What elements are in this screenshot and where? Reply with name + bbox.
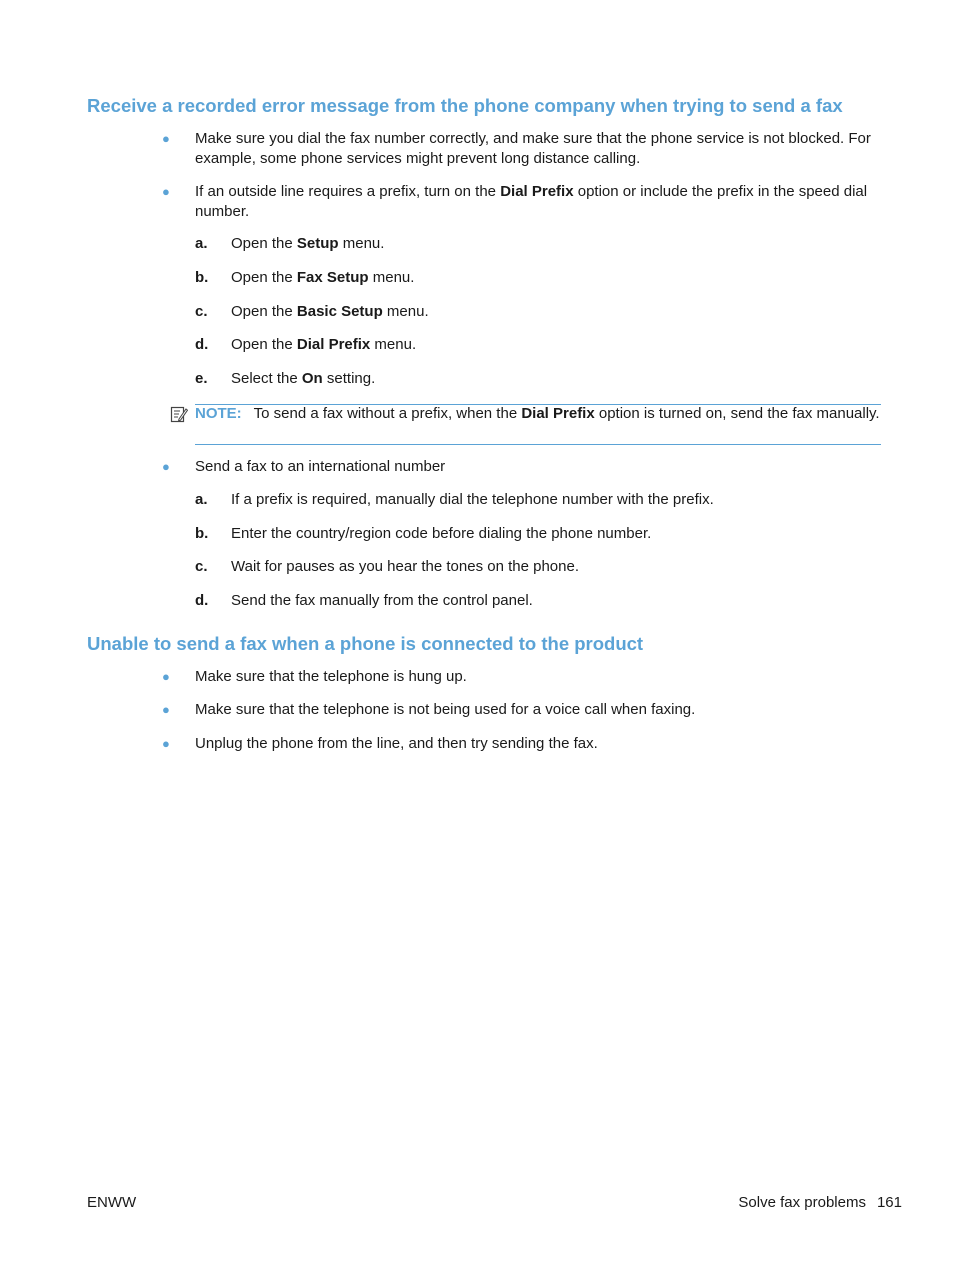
list-item: Make sure you dial the fax number correctly, and make sure that the phone service is not blocked. For example, some phone services might prevent long distance calling. [195,130,871,167]
step-label: d. [195,336,209,353]
list-item: If an outside line requires a prefix, turn on the Dial Prefix option or include the prefix in the speed dial number. [195,183,868,220]
list-item: Make sure that the telephone is not being used for a voice call when faxing. [195,701,696,718]
note-label: NOTE: [195,405,242,422]
step-text: Open the Fax Setup menu. [231,269,415,286]
step-label: c. [195,303,208,320]
section-heading-phone-connected: Unable to send a fax when a phone is connected to the product [87,633,644,654]
list-item: Make sure that the telephone is hung up. [195,668,467,685]
bullet-icon: ● [162,184,170,199]
step-text: Wait for pauses as you hear the tones on the phone. [231,558,580,575]
bullet-icon: ● [162,736,170,751]
list-item: Send a fax to an international number [195,458,446,475]
step-label: a. [195,491,208,508]
step-text: Enter the country/region code before dialing the phone number. [231,525,652,542]
step-text: Open the Dial Prefix menu. [231,336,417,353]
page-number: 161 [876,1194,902,1211]
footer-left: ENWW [87,1194,137,1211]
step-label: c. [195,558,208,575]
step-text: If a prefix is required, manually dial the telephone number with the prefix. [231,491,714,508]
bullet-icon: ● [162,669,170,684]
step-label: a. [195,235,208,252]
bullet-icon: ● [162,459,170,474]
ui-term: Dial Prefix [500,183,574,200]
note-pencil-icon [170,405,188,423]
footer-section-title: Solve fax problems [738,1194,866,1211]
note-text: NOTE: To send a fax without a prefix, when the Dial Prefix option is turned on, send the fax manually. [195,405,880,422]
bullet-icon: ● [162,702,170,717]
step-text: Open the Setup menu. [231,235,385,252]
footer-right [738,1193,902,1213]
step-label: d. [195,592,209,609]
step-text: Open the Basic Setup menu. [231,303,429,320]
list-item: Unplug the phone from the line, and then try sending the fax. [195,735,598,752]
step-label: e. [195,370,208,387]
step-text: Select the On setting. [231,370,376,387]
step-label: b. [195,525,209,542]
bullet-icon: ● [162,131,170,146]
section-heading-recorded-error: Receive a recorded error message from the phone company when trying to send a fax [87,95,843,116]
step-text: Send the fax manually from the control panel. [231,592,533,609]
step-label: b. [195,269,209,286]
